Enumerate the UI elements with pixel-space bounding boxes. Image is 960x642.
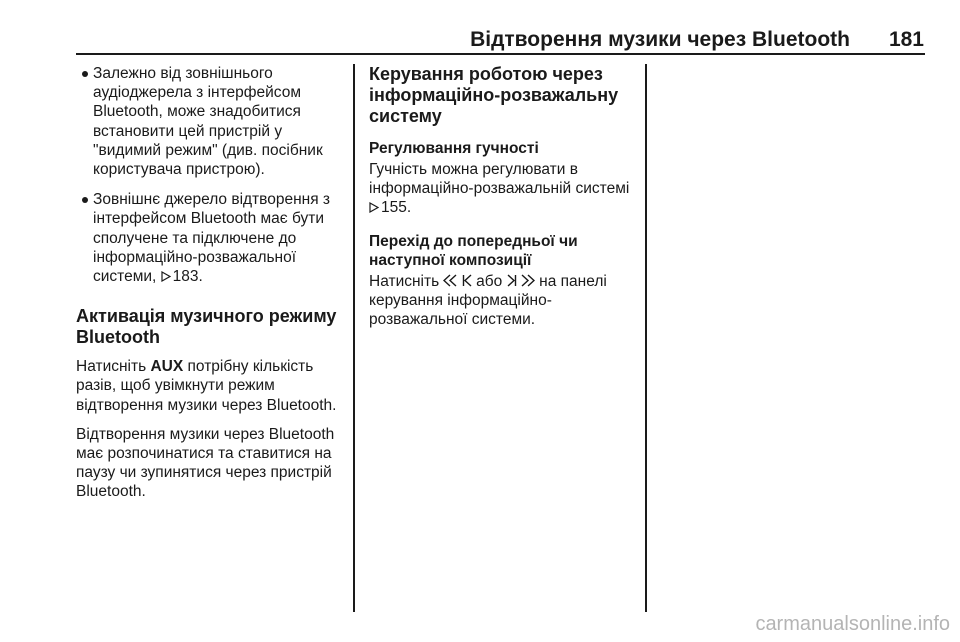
bullet-item-visibility (76, 64, 346, 179)
next-track-icon (507, 274, 517, 287)
paragraph-playback: Відтворення музики через Bluetooth має розпочинатися та ставитися на паузу чи зупинятися через пристрій Bluetooth. (76, 425, 335, 501)
bullet-icon (82, 71, 88, 77)
subheading-volume: Регулювання гучності (369, 140, 539, 157)
bullet-item-pairing (76, 190, 346, 286)
rewind-icon (443, 274, 457, 287)
aux-button-label: AUX (150, 358, 184, 376)
paragraph-text: Гучність можна регулювати в інформаційно-розважальній системі (369, 161, 630, 198)
volume-text (369, 160, 637, 218)
paragraph-text: Натисніть (76, 358, 147, 376)
page-reference-triangle-icon (369, 202, 379, 213)
header-title: Відтворення музики через Bluetooth (470, 28, 850, 51)
section-heading-control: Керування роботою через інформаційно-розважальну систему (369, 64, 619, 126)
left-column (76, 64, 346, 512)
volume-block (369, 139, 637, 218)
paragraph-text: потрібну кількість разів, щоб увімкнути режим відтворення музики через Bluetooth. (76, 358, 337, 414)
fast-forward-icon (521, 274, 535, 287)
page-number: 181 (888, 28, 924, 51)
paragraph-aux (76, 357, 346, 415)
subheading-track: Перехід до попередньої чи наступної композиції (369, 232, 578, 269)
watermark: carmanualsonline.info (755, 613, 950, 635)
header-rule (76, 53, 925, 55)
paragraph-text: або (476, 272, 503, 290)
bullet-list (76, 64, 346, 286)
previous-track-icon (462, 274, 472, 287)
track-text (369, 272, 637, 330)
page-reference-triangle-icon (161, 271, 171, 282)
column-divider-2 (645, 64, 647, 612)
page-reference-link[interactable]: 155. (381, 199, 412, 217)
bullet-text: Зовнішнє джерело відтворення з інтерфейсом Bluetooth має бути сполучене та підключене до інформаційно-розважальної системи, (93, 191, 331, 286)
bullet-icon (82, 197, 88, 203)
column-divider-1 (353, 64, 355, 612)
track-block (369, 232, 637, 330)
section-heading-activation: Активація музичного режиму Bluetooth (76, 306, 337, 348)
middle-column (369, 64, 637, 343)
bullet-text: Залежно від зовнішнього аудіоджерела з інтерфейсом Bluetooth, може знадобитися встановити цей пристрій у "видимий режим" (див. посібник користувача пристрою). (93, 65, 323, 179)
page-reference-link[interactable]: 183. (172, 268, 203, 286)
paragraph-text: на панелі керування інформаційно-розважальної системи. (369, 272, 607, 329)
paragraph-text: Натисніть (369, 272, 440, 290)
